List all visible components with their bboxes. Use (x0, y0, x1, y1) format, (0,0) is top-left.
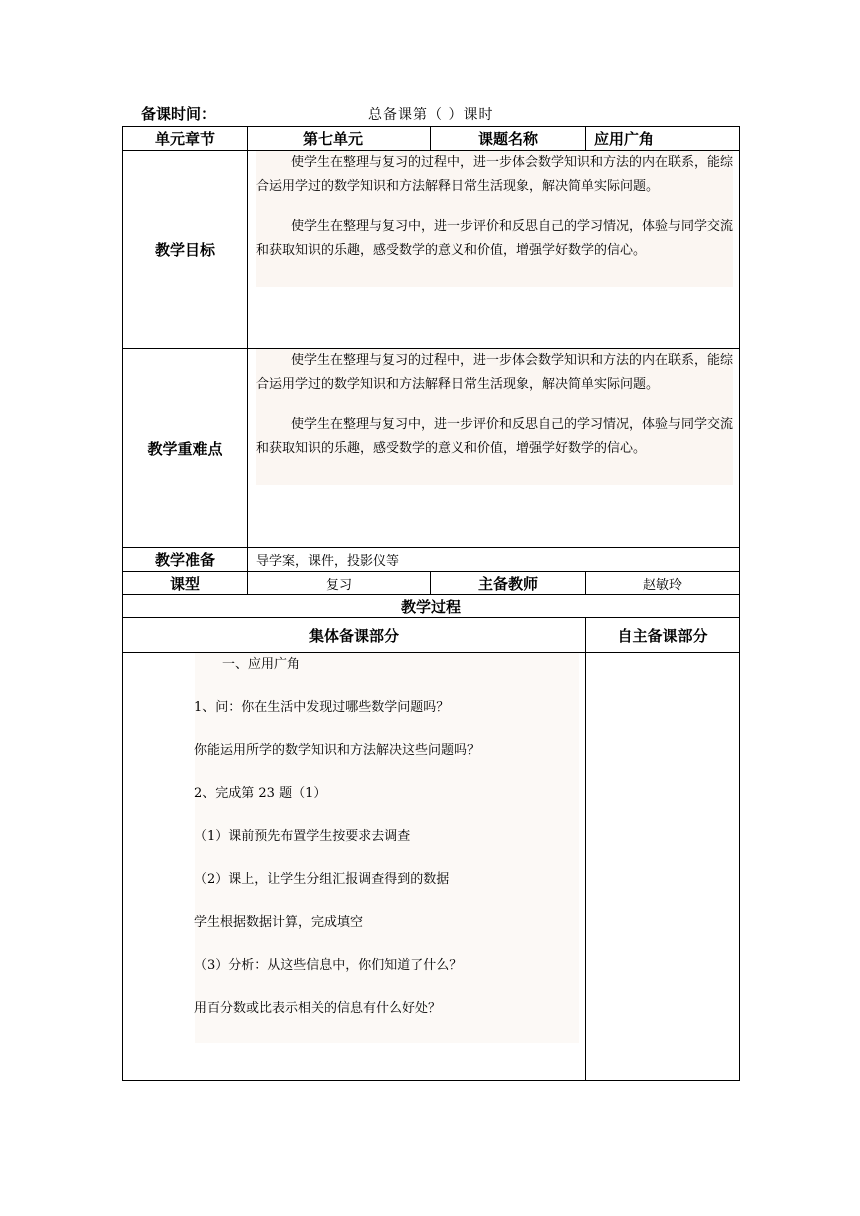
unit-value: 第七单元 (248, 127, 431, 151)
preparation-label: 教学准备 (123, 548, 248, 572)
type-value: 复习 (248, 572, 431, 595)
process-line: （3）分析：从这些信息中，你们知道了什么？ (194, 958, 463, 973)
key-points-content (248, 349, 740, 548)
type-label: 课型 (123, 572, 248, 595)
lesson-plan-table (122, 126, 740, 1081)
process-line: 你能运用所学的数学知识和方法解决这些问题吗？ (194, 743, 481, 758)
key-points-paragraph: 使学生在整理与复习的过程中，进一步体会数学知识和方法的内在联系，能综合运用学过的数学知识和方法解释日常生活现象，解决简单实际问题。 (256, 353, 734, 392)
process-line: （2）课上，让学生分组汇报调查得到的数据 (194, 872, 450, 887)
type-row (123, 572, 740, 595)
objectives-row (123, 151, 740, 349)
process-title-row (123, 595, 740, 618)
process-header-row (123, 618, 740, 653)
teacher-value: 赵敏玲 (586, 572, 740, 595)
process-line: 一、应用广角 (222, 657, 301, 672)
collective-prep-label: 集体备课部分 (123, 618, 586, 653)
collective-prep-text (195, 653, 579, 1043)
topic-value: 应用广角 (586, 127, 740, 151)
process-line: （1）课前预先布置学生按要求去调查 (194, 829, 411, 844)
objectives-paragraph: 使学生在整理与复习中，进一步评价和反思自己的学习情况，体验与同学交流和获取知识的乐趣，感受数学的意义和价值，增强学好数学的信心。 (256, 219, 734, 258)
collective-prep-content (123, 653, 586, 1081)
process-line: 用百分数或比表示相关的信息有什么好处？ (194, 1001, 442, 1016)
key-points-row (123, 349, 740, 548)
course-number-label: 总备课第（ ）课时 (368, 107, 494, 123)
individual-prep-label: 自主备课部分 (586, 618, 740, 653)
teacher-label: 主备教师 (431, 572, 586, 595)
key-points-paragraph: 使学生在整理与复习中，进一步评价和反思自己的学习情况，体验与同学交流和获取知识的乐趣，感受数学的意义和价值，增强学好数学的信心。 (256, 417, 734, 456)
preparation-row (123, 548, 740, 572)
objectives-paragraph: 使学生在整理与复习的过程中，进一步体会数学知识和方法的内在联系，能综合运用学过的数学知识和方法解释日常生活现象，解决简单实际问题。 (256, 155, 734, 194)
process-line: 2、完成第 23 题（1） (194, 786, 327, 801)
process-line: 学生根据数据计算，完成填空 (194, 915, 364, 930)
unit-label: 单元章节 (123, 127, 248, 151)
process-content-row (123, 653, 740, 1081)
topic-label: 课题名称 (431, 127, 586, 151)
key-points-label: 教学重难点 (123, 349, 248, 548)
process-title: 教学过程 (123, 595, 740, 618)
prep-time-label: 备课时间： (141, 105, 217, 123)
unit-row (123, 127, 740, 151)
objectives-content (248, 151, 740, 349)
preparation-value: 导学案，课件，投影仪等 (248, 548, 740, 572)
individual-prep-content (586, 653, 740, 1081)
process-line: 1、问：你在生活中发现过哪些数学问题吗？ (194, 700, 450, 715)
objectives-label: 教学目标 (123, 151, 248, 349)
